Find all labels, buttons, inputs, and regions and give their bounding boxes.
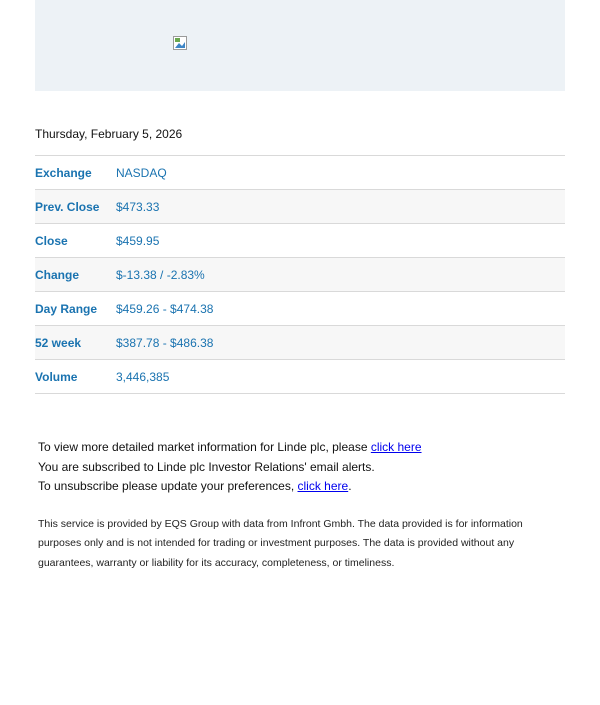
subscribed-line: You are subscribed to Linde plc Investor Relations' email alerts. [38,459,375,474]
table-row [35,258,565,292]
disclaimer-text: This service is provided by EQS Group with data from Infront Gmbh. The data provided is for information purposes only and is not intended for trading or investment purposes. The data is provided without any guarantees, warranty or liability for its accuracy, completeness, or timeliness. [38,517,523,569]
row-label: Prev. Close [35,190,116,224]
unsubscribe-link[interactable]: click here [297,479,349,493]
row-value: $459.26 - $474.38 [116,292,565,326]
header-banner [35,0,565,91]
broken-image-icon [173,36,187,50]
row-value: $473.33 [116,190,565,224]
table-row [35,224,565,258]
row-value: $387.78 - $486.38 [116,326,565,360]
table-row [35,326,565,360]
row-label: Day Range [35,292,116,326]
unsubscribe-line [38,477,565,497]
table-row [35,156,565,190]
unsubscribe-suffix: . [348,479,352,493]
more-info-line [38,438,565,458]
row-label: Volume [35,360,116,394]
row-label: Change [35,258,116,292]
row-label: 52 week [35,326,116,360]
stock-quote-table [35,155,565,394]
table-row [35,190,565,224]
table-row [35,360,565,394]
row-label: Exchange [35,156,116,190]
email-date: Thursday, February 5, 2026 [35,127,183,141]
row-value: $459.95 [116,224,565,258]
more-info-link[interactable]: click here [370,440,422,454]
row-label: Close [35,224,116,258]
unsubscribe-text: To unsubscribe please update your preferences, [38,479,298,493]
email-body [35,0,565,573]
table-row [35,292,565,326]
more-info-text: To view more detailed market information for Linde plc, please [38,440,371,454]
row-value: $-13.38 / -2.83% [116,258,565,292]
row-value: 3,446,385 [116,360,565,394]
row-value: NASDAQ [116,156,565,190]
info-section [38,438,565,497]
